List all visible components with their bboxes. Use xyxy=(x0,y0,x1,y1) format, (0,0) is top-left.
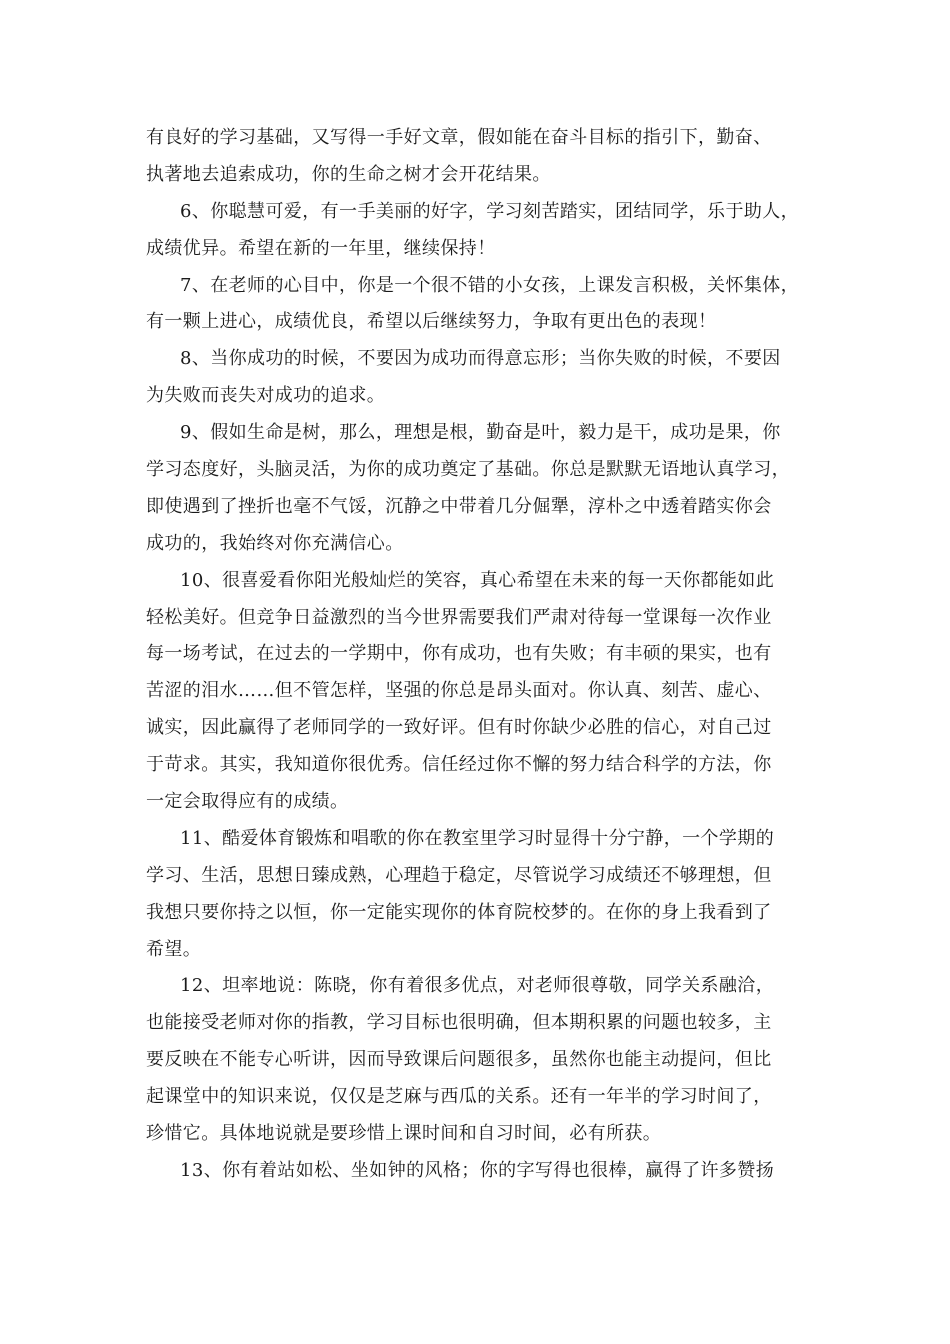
paragraph xyxy=(146,821,806,969)
text-line: 珍惜它。具体地说就是要珍惜上课时间和自习时间，必有所获。 xyxy=(146,1123,662,1145)
text-line: 成功的，我始终对你充满信心。 xyxy=(146,532,404,554)
text-line: 轻松美好。但竞争日益激烈的当今世界需要我们严肃对待每一堂课每一次作业 xyxy=(146,606,772,628)
text-line: 学习、生活，思想日臻成熟，心理趋于稳定，尽管说学习成绩还不够理想，但 xyxy=(146,864,772,886)
text-line: 9、假如生命是树，那么，理想是根，勤奋是叶，毅力是干，成功是果，你 xyxy=(180,422,781,444)
text-line: 13、你有着站如松、坐如钟的风格；你的字写得也很棒，赢得了许多赞扬 xyxy=(180,1159,775,1181)
text-line: 也能接受老师对你的指教，学习目标也很明确，但本期积累的问题也较多，主 xyxy=(146,1012,772,1034)
text-line: 成绩优异。希望在新的一年里，继续保持！ xyxy=(146,237,496,259)
text-line: 苦涩的泪水……但不管怎样，坚强的你总是昂头面对。你认真、刻苦、虚心、 xyxy=(146,680,772,702)
text-line: 为失败而丧失对成功的追求。 xyxy=(146,385,386,407)
paragraph xyxy=(146,415,806,563)
text-line: 学习态度好，头脑灵活，为你的成功奠定了基础。你总是默默无语地认真学习， xyxy=(146,459,790,481)
text-line: 我想只要你持之以恒，你一定能实现你的体育院校梦的。在你的身上我看到了 xyxy=(146,901,772,923)
text-line: 于苛求。其实，我知道你很优秀。信任经过你不懈的努力结合科学的方法，你 xyxy=(146,754,772,776)
text-line: 执著地去追索成功，你的生命之树才会开花结果。 xyxy=(146,163,551,185)
text-line: 11、酷爱体育锻炼和唱歌的你在教室里学习时显得十分宁静，一个学期的 xyxy=(180,827,775,849)
paragraph xyxy=(146,968,806,1152)
text-line: 要反映在不能专心听讲，因而导致课后问题很多，虽然你也能主动提问，但比 xyxy=(146,1049,772,1071)
text-line: 希望。 xyxy=(146,938,202,960)
text-line: 每一场考试，在过去的一学期中，你有成功，也有失败；有丰硕的果实，也有 xyxy=(146,643,772,665)
text-line: 一定会取得应有的成绩。 xyxy=(146,791,349,813)
paragraph xyxy=(146,194,806,268)
document-body xyxy=(146,120,806,1190)
text-line: 6、你聪慧可爱，有一手美丽的好字，学习刻苦踏实，团结同学，乐于助人， xyxy=(180,200,800,222)
text-line: 10、很喜爱看你阳光般灿烂的笑容，真心希望在未来的每一天你都能如此 xyxy=(180,569,775,591)
paragraph xyxy=(146,120,806,194)
text-line: 起课堂中的知识来说，仅仅是芝麻与西瓜的关系。还有一年半的学习时间了， xyxy=(146,1086,772,1108)
paragraph xyxy=(146,563,806,821)
text-line: 诚实，因此赢得了老师同学的一致好评。但有时你缺少必胜的信心，对自己过 xyxy=(146,717,772,739)
text-line: 即使遇到了挫折也毫不气馁，沉静之中带着几分倔犟，淳朴之中透着踏实你会 xyxy=(146,495,772,517)
text-line: 有良好的学习基础，又写得一手好文章，假如能在奋斗目标的指引下，勤奋、 xyxy=(146,127,772,148)
text-line: 12、坦率地说：陈晓，你有着很多优点，对老师很尊敬，同学关系融洽， xyxy=(180,975,775,997)
paragraph xyxy=(146,341,806,415)
paragraph xyxy=(146,268,806,342)
paragraph xyxy=(146,1153,806,1190)
text-line: 有一颗上进心，成绩优良，希望以后继续努力，争取有更出色的表现！ xyxy=(146,311,717,333)
text-line: 7、在老师的心目中，你是一个很不错的小女孩，上课发言积极，关怀集体， xyxy=(180,274,800,296)
text-line: 8、当你成功的时候，不要因为成功而得意忘形；当你失败的时候，不要因 xyxy=(180,348,781,370)
